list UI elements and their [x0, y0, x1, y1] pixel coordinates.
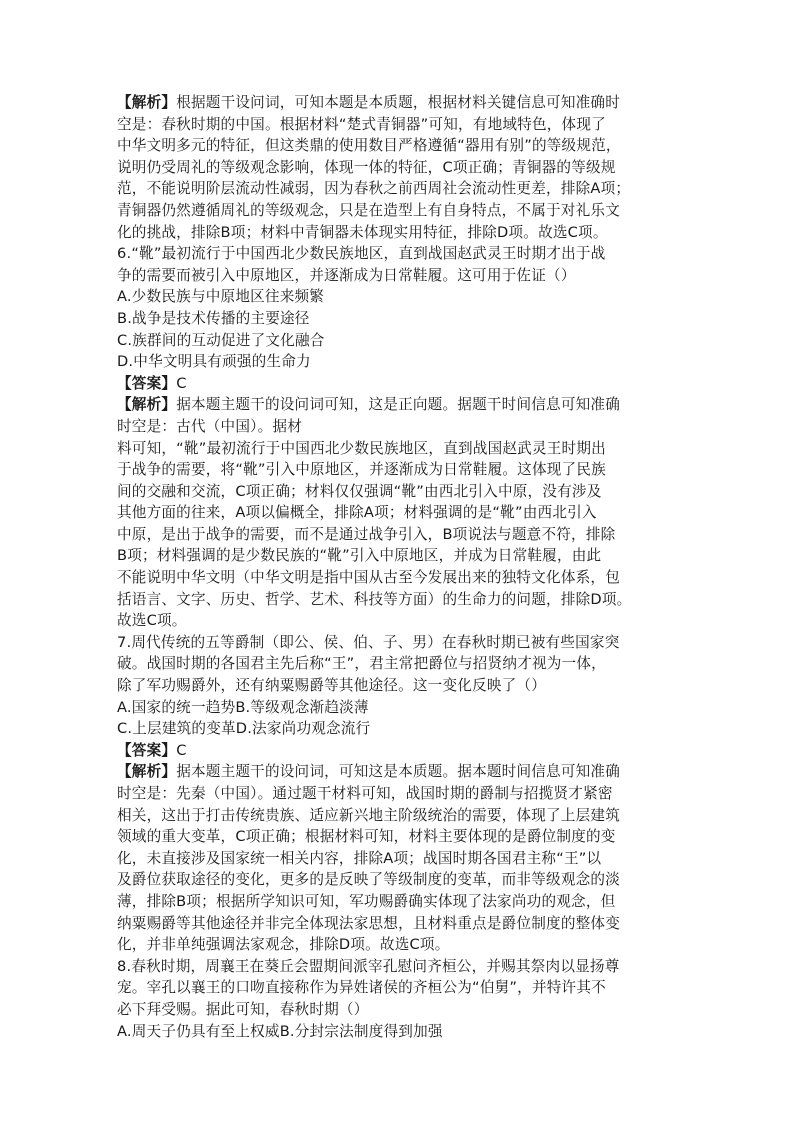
analysis-line: 中华文明多元的特征，但这类鼎的使用数目严格遵循“器用有别”的等级规范， — [117, 137, 621, 155]
analysis-line: 于战争的需要，将“靴”引入中原地区，并逐渐成为日常鞋履。这体现了民族 — [117, 461, 606, 479]
answer-label: 【答案】 — [117, 374, 177, 392]
option-a: A.少数民族与中原地区往来频繁 — [117, 288, 325, 306]
analysis-line: 括语言、文字、历史、哲学、艺术、科技等方面）的生命力的问题，排除D项。 — [117, 590, 632, 608]
analysis-label: 【解析】 — [117, 396, 177, 414]
question-stem-line: 除了军功赐爵外，还有纳粟赐爵等其他途径。这一变化反映了（） — [117, 677, 547, 695]
answer-line — [117, 373, 679, 395]
analysis-line: 【解析】根据题干设问词，可知本题是本质题，根据材料关键信息可知准确时 — [117, 94, 621, 111]
analysis-line: 【解析】据本题主题干的设问词，可知这是本质题。据本题时间信息可知准确 — [117, 763, 621, 781]
question-stem-line: 8.春秋时期，周襄王在葵丘会盟期间派宰孔慰问齐桓公，并赐其祭肉以显扬尊 — [117, 957, 620, 975]
analysis-line: 料可知，“靴”最初流行于中国西北少数民族地区，直到战国赵武灵王时期出 — [117, 439, 606, 457]
analysis-line: 间的交融和交流，C项正确；材料仅仅强调“靴”由西北引入中原，没有涉及 — [117, 482, 602, 500]
analysis-label: 【解析】 — [117, 94, 177, 111]
question-8 — [117, 956, 679, 1042]
analysis-line: 青铜器仍然遵循周礼的等级观念，只是在造型上有自身特点，不属于对礼乐文 — [117, 201, 620, 219]
analysis-line: 相关，这出于打击传统贵族、适应新兴地主阶级统治的需要，体现了上层建筑 — [117, 806, 620, 824]
analysis-line: 空是：春秋时期的中国。根据材料“楚式青铜器”可知，有地域特色，体现了 — [117, 115, 606, 133]
question-7 — [117, 632, 679, 956]
question-stem-line: 破。战国时期的各国君主先后称“王”，君主常把爵位与招贤纳才视为一体， — [117, 655, 606, 673]
answer-value: C — [176, 741, 187, 759]
option-c: C.族群间的互动促进了文化融合 — [117, 331, 325, 349]
analysis-line: B项；材料强调的是少数民族的“靴”引入中原地区，并成为日常鞋履，由此 — [117, 547, 602, 565]
question-stem-line: 争的需要而被引入中原地区，并逐渐成为日常鞋履。这可用于佐证（） — [117, 266, 576, 284]
question-stem-line: 7.周代传统的五等爵制（即公、侯、伯、子、男）在春秋时期已被有些国家突 — [117, 633, 620, 651]
document-page — [117, 92, 679, 1042]
analysis-line: 化，未直接涉及国家统一相关内容，排除A项；战国时期各国君主称“王”以 — [117, 849, 602, 867]
option-cd: C.上层建筑的变革D.法家尚功观念流行 — [117, 720, 371, 738]
analysis-line: 说明仍受周礼的等级观念影响，体现一体的特征，C项正确；青铜器的等级规 — [117, 158, 616, 176]
analysis-line: 时空是：古代（中国）。据材 — [117, 417, 303, 435]
analysis-line: 时空是：先秦（中国）。通过题干材料可知，战国时期的爵制与招揽贤才紧密 — [117, 785, 613, 802]
analysis-line: 不能说明中华文明（中华文明是指中国从古至今发展出来的独特文化体系，包 — [117, 569, 620, 587]
answer-line — [117, 740, 679, 762]
option-ab: A.国家的统一趋势B.等级观念渐趋淡薄 — [117, 698, 369, 716]
analysis-line: 化，并非单纯强调法家观念，排除D项。故选C项。 — [117, 936, 450, 954]
answer-label: 【答案】 — [117, 741, 177, 759]
q5-analysis — [117, 92, 679, 243]
question-stem-line: 6.“靴”最初流行于中国西北少数民族地区，直到战国赵武灵王时期才出于战 — [117, 245, 606, 263]
analysis-line: 故选C项。 — [117, 612, 187, 630]
analysis-line: 领域的重大变革，C项正确；根据材料可知，材料主要体现的是爵位制度的变 — [117, 828, 616, 846]
question-stem-line: 宠。宰孔以襄王的口吻直接称作为异姓诸侯的齐桓公为“伯舅”，并特许其不 — [117, 979, 606, 997]
analysis-line: 中原，是出于战争的需要，而不是通过战争引入，B项说法与题意不符，排除 — [117, 525, 616, 543]
analysis-line: 范，不能说明阶层流动性减弱，因为春秋之前西周社会流动性更差，排除A项； — [117, 180, 631, 198]
analysis-line: 其他方面的往来，A项以偏概全，排除A项；材料强调的是“靴”由西北引入 — [117, 504, 597, 522]
option-b: B.战争是技术传播的主要途径 — [117, 309, 310, 327]
analysis-line: 【解析】据本题主题干的设问词可知，这是正向题。据题干时间信息可知准确 — [117, 396, 621, 414]
question-6 — [117, 243, 679, 632]
option-ab: A.周天子仍具有至上权威B.分封宗法制度得到加强 — [117, 1022, 443, 1040]
answer-value: C — [176, 374, 187, 392]
analysis-line: 化的挑战，排除B项；材料中青铜器未体现实用特征，排除D项。故选C项。 — [117, 223, 608, 241]
analysis-line: 薄，排除B项；根据所学知识可知，军功赐爵确实体现了法家尚功的观念，但 — [117, 892, 616, 910]
analysis-label: 【解析】 — [117, 763, 177, 781]
option-d: D.中华文明具有顽强的生命力 — [117, 353, 311, 371]
analysis-line: 纳粟赐爵等其他途径并非完全体现法家思想，且材料重点是爵位制度的整体变 — [117, 914, 620, 932]
question-stem-line: 必下拜受赐。据此可知，春秋时期（） — [117, 1000, 369, 1018]
analysis-line: 及爵位获取途径的变化，更多的是反映了等级制度的变革，而非等级观念的淡 — [117, 871, 620, 889]
